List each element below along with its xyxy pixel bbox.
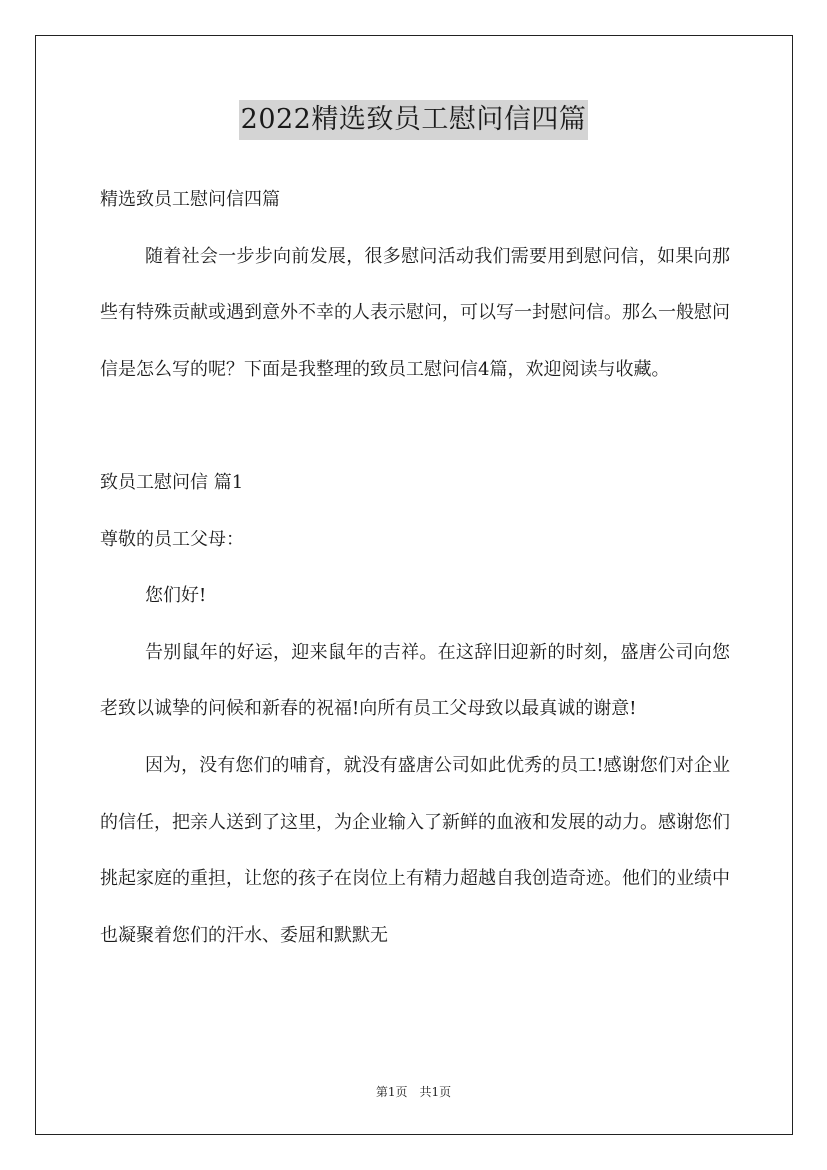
document-subtitle: 精选致员工慰问信四篇 [100, 189, 280, 210]
salutation: 尊敬的员工父母： [100, 528, 244, 550]
spacer [100, 398, 730, 455]
document-title: 2022精选致员工慰问信四篇 [239, 100, 589, 140]
greeting: 您们好! [145, 585, 207, 607]
body-paragraph-1: 告别鼠年的好运，迎来鼠年的吉祥。在这辞旧迎新的时刻，盛唐公司向您老致以诚挚的问候和新春的祝福!向所有员工父母致以最真诚的谢意! [100, 641, 730, 720]
intro-paragraph: 随着社会一步步向前发展，很多慰问活动我们需要用到慰问信，如果向那些有特殊贡献或遇到意外不幸的人表示慰问，可以写一封慰问信。那么一般慰问信是怎么写的呢？下面是我整理的致员工慰问信4篇，欢迎阅读与收藏。 [100, 245, 730, 380]
title-container [0, 100, 827, 140]
page-footer: 第1页 共1页 [375, 1085, 452, 1099]
body-paragraph-2: 因为，没有您们的哺育，就没有盛唐公司如此优秀的员工!感谢您们对企业的信任，把亲人送到了这里，为企业输入了新鲜的血液和发展的动力。感谢您们挑起家庭的重担，让您的孩子在岗位上有精力超越自我创造奇迹。他们的业绩中也凝聚着您们的汗水、委屈和默默无 [100, 754, 730, 946]
document-body [100, 172, 730, 964]
section-heading: 致员工慰问信 篇1 [100, 471, 244, 493]
